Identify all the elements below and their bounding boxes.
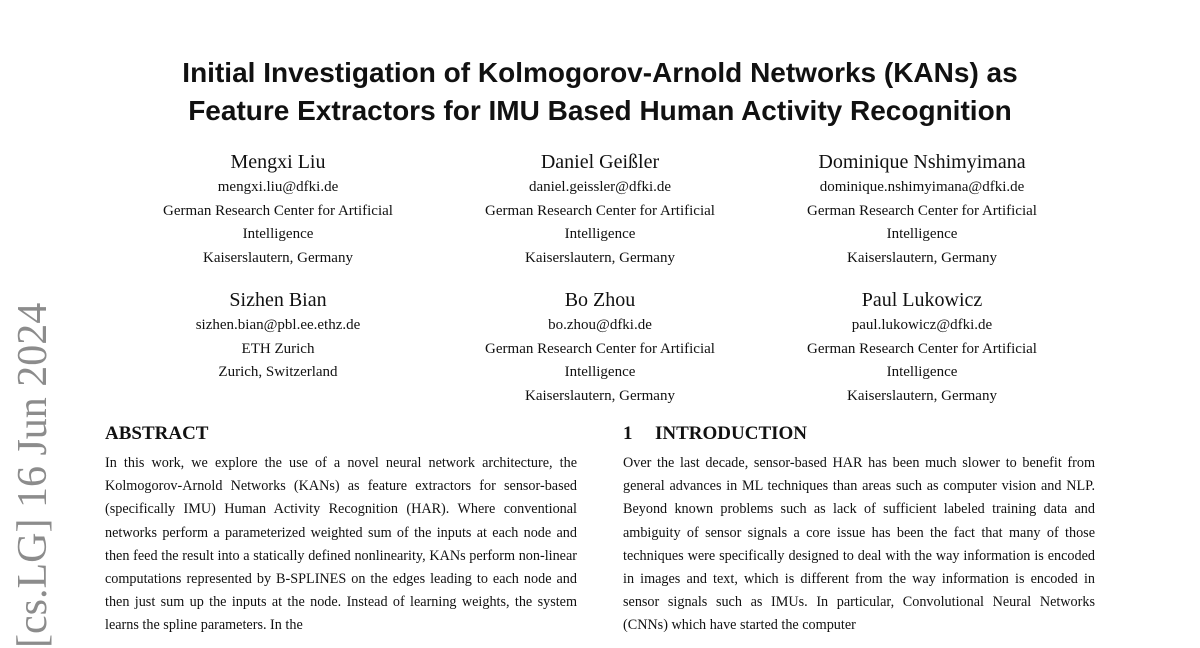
author-location: Kaiserslautern, Germany (525, 249, 675, 266)
author-email: paul.lukowicz@dfki.de (851, 317, 993, 333)
arxiv-stamp: [cs.LG] 16 Jun 2024 (10, 302, 56, 648)
author-location: Zurich, Switzerland (218, 364, 338, 380)
paper-title (0, 54, 1200, 130)
abstract-text: In this work, we explore the use of a novel neural network architecture, the Kolmogorov-Arnold Networks (KANs) as feature extractors for sensor-based (specifically IMU) Human Activity Recognition (HAR). Where conventional networks perform a parameterized weighted sum of the inputs at each node and then feed the result into a statically defined nonlinearity, KANs perform non-linear computations represented by B-SPLINES on the edges leading to each node and then just sum up the inputs at the node. Instead of learning weights, the system learns the spline parameters. In the (105, 455, 577, 634)
author-affiliation: German Research Center for Artificial (163, 202, 393, 219)
section-number: 1 (623, 423, 633, 444)
author-block (439, 148, 761, 270)
author-affiliation: German Research Center for Artificial (485, 202, 715, 219)
author-block (117, 148, 439, 270)
author-block (761, 286, 1083, 408)
author-affiliation: Intelligence (242, 226, 314, 242)
intro-heading (623, 422, 807, 446)
author-name: Bo Zhou (564, 289, 636, 311)
author-affiliation: ETH Zurich (241, 340, 315, 357)
author-block (439, 286, 761, 408)
intro-text: Over the last decade, sensor-based HAR has been much slower to benefit from general advances in ML techniques than areas such as computer vision and NLP. Beyond known problems such as lack of sufficient labeled training data and ambiguity of sensor signals a core issue has been the fact that many of those techniques were specifically designed to deal with the way information is encoded in images and text, which is different from the way information is encoded in sensor signals such as IMUs. In particular, Convolutional Neural Networks (CNNs) which have started the computer (623, 455, 1095, 634)
paper-title-line-2: Feature Extractors for IMU Based Human Activity Recognition (188, 95, 1012, 126)
author-affiliation: Intelligence (564, 226, 636, 242)
author-name: Dominique Nshimyimana (818, 151, 1026, 173)
paper-title-line-1: Initial Investigation of Kolmogorov-Arnold Networks (KANs) as (182, 57, 1018, 88)
author-affiliation: Intelligence (564, 364, 636, 380)
author-affiliation: German Research Center for Artificial (807, 340, 1037, 357)
author-email: dominique.nshimyimana@dfki.de (819, 179, 1025, 195)
author-affiliation: German Research Center for Artificial (807, 202, 1037, 219)
author-block (761, 148, 1083, 270)
author-location: Kaiserslautern, Germany (203, 249, 353, 266)
author-affiliation: Intelligence (886, 364, 958, 380)
author-email: daniel.geissler@dfki.de (528, 179, 672, 195)
author-name: Sizhen Bian (229, 289, 327, 311)
author-affiliation: Intelligence (886, 226, 958, 242)
author-affiliation: German Research Center for Artificial (485, 340, 715, 357)
author-location: Kaiserslautern, Germany (525, 387, 675, 404)
author-location: Kaiserslautern, Germany (847, 387, 997, 404)
author-block (117, 286, 439, 385)
abstract-heading: ABSTRACT (105, 423, 209, 444)
author-location: Kaiserslautern, Germany (847, 249, 997, 266)
author-name: Daniel Geißler (540, 151, 660, 173)
author-email: mengxi.liu@dfki.de (217, 179, 339, 195)
author-name: Paul Lukowicz (861, 289, 983, 311)
author-name: Mengxi Liu (230, 151, 326, 173)
section-title: INTRODUCTION (655, 423, 808, 444)
author-email: sizhen.bian@pbl.ee.ethz.de (195, 317, 361, 333)
author-email: bo.zhou@dfki.de (548, 317, 652, 333)
